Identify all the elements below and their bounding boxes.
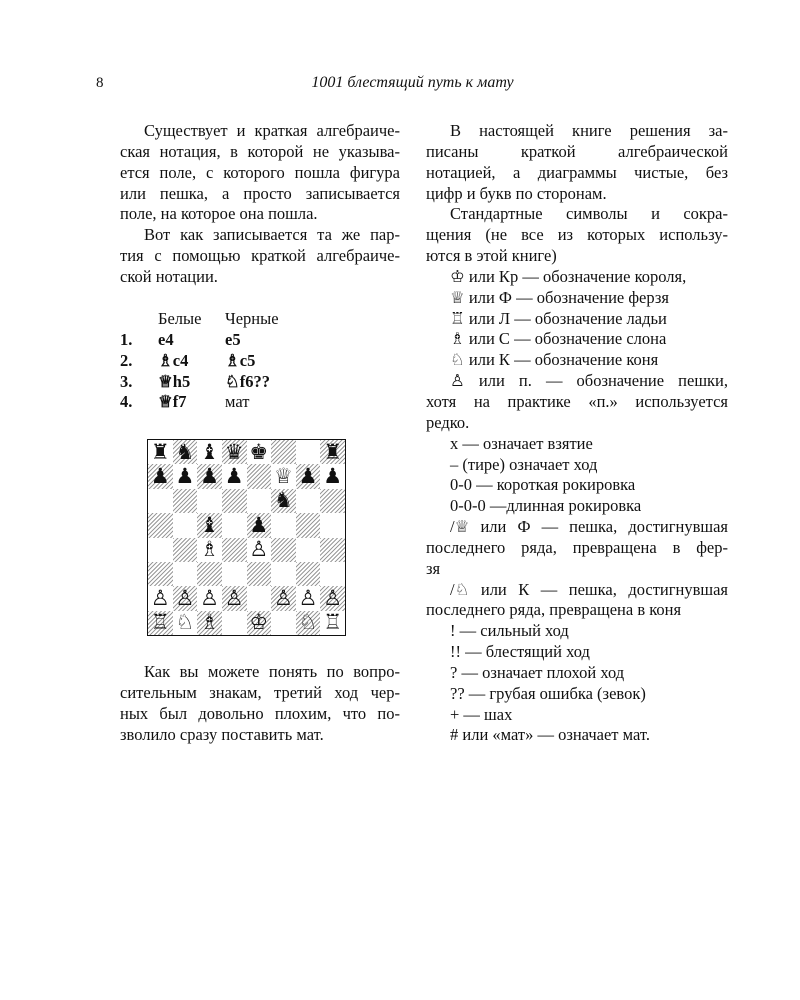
board-square xyxy=(320,562,345,586)
left-column-conclusion xyxy=(120,662,400,745)
board-square xyxy=(148,513,173,537)
text-line: # или «мат» — означает мат. xyxy=(450,725,650,745)
text-line: ♕ или Ф — обозначение ферзя xyxy=(450,287,669,307)
board-square xyxy=(296,440,321,464)
text-line: зволило сразу поставить мат. xyxy=(120,724,324,744)
text-line: ! — сильный ход xyxy=(450,621,569,641)
board-square xyxy=(197,586,222,610)
text-line: последнего ряда, превращена в фер- xyxy=(426,537,728,557)
moves-header-row xyxy=(120,309,279,330)
move-number: 3. xyxy=(120,371,133,391)
text-line: /♘ или К — пешка, достигнувшая xyxy=(450,579,728,599)
white-move: ♕f7 xyxy=(158,392,187,412)
text-line: хотя на практике «п.» используется xyxy=(426,391,728,411)
board-square xyxy=(247,538,272,562)
black-knight-icon: ♞ xyxy=(274,488,293,513)
black-move: ♗c5 xyxy=(225,350,256,370)
text-line: писаны краткой алгебраической xyxy=(426,141,728,161)
board-square xyxy=(148,464,173,488)
white-pawn-icon: ♙ xyxy=(224,585,244,610)
text-line: зя xyxy=(426,558,441,578)
text-line: ♖ или Л — обозначение ладьи xyxy=(450,308,667,328)
black-pawn-icon: ♟ xyxy=(298,464,318,489)
text-line: ?? — грубая ошибка (зевок) xyxy=(450,683,646,703)
text-line: ных был довольно плохим, что по- xyxy=(120,703,400,723)
text-line: нотацией, а диаграммы чистые, без xyxy=(426,162,728,182)
board-square xyxy=(222,440,247,464)
move-row xyxy=(120,351,279,372)
black-bishop-icon: ♝ xyxy=(200,439,219,464)
board-square xyxy=(271,611,296,635)
board-square xyxy=(271,562,296,586)
board-square xyxy=(173,538,198,562)
board-square xyxy=(320,440,345,464)
board-square xyxy=(247,489,272,513)
board-square xyxy=(271,440,296,464)
white-rook-icon: ♖ xyxy=(323,610,343,635)
board-square xyxy=(222,586,247,610)
move-row xyxy=(120,372,279,393)
board-square xyxy=(271,464,296,488)
moves-table xyxy=(120,309,279,413)
board-square xyxy=(296,513,321,537)
text-line: Существует и краткая алгебраиче- xyxy=(144,121,400,140)
text-line: Стандартные символы и сокра- xyxy=(450,204,728,224)
board-square xyxy=(271,513,296,537)
white-knight-icon: ♘ xyxy=(298,610,318,635)
text-line: – (тире) означает ход xyxy=(450,454,598,474)
text-line: Как вы можете понять по вопро- xyxy=(144,662,400,681)
white-move: ♕h5 xyxy=(158,371,191,391)
white-header: Белые xyxy=(158,309,202,328)
text-line: поле, на которое она пошла. xyxy=(120,204,318,224)
black-rook-icon: ♜ xyxy=(323,439,343,464)
white-bishop-icon: ♗ xyxy=(200,537,219,562)
text-line: ской нотации. xyxy=(120,266,218,286)
board-square xyxy=(148,440,173,464)
white-move: e4 xyxy=(158,329,174,349)
board-square xyxy=(271,586,296,610)
text-line: ♗ или С — обозначение слона xyxy=(450,329,667,349)
white-bishop-icon: ♗ xyxy=(200,610,219,635)
text-line: Вот как записывается та же пар- xyxy=(144,225,400,245)
black-pawn-icon: ♟ xyxy=(224,464,244,489)
board-square xyxy=(320,464,345,488)
board-square xyxy=(222,464,247,488)
board-square xyxy=(197,489,222,513)
board-square xyxy=(320,611,345,635)
board-square xyxy=(247,464,272,488)
move-row xyxy=(120,392,279,413)
text-line: 0-0-0 —длинная рокировка xyxy=(450,496,642,516)
black-move: ♘f6?? xyxy=(225,371,271,391)
board-square xyxy=(197,513,222,537)
board-square xyxy=(197,464,222,488)
board-square xyxy=(320,489,345,513)
board-square xyxy=(222,562,247,586)
board-square xyxy=(296,464,321,488)
text-line: ♙ или п. — обозначение пешки, xyxy=(450,371,728,391)
black-knight-icon: ♞ xyxy=(175,439,195,464)
white-pawn-icon: ♙ xyxy=(150,585,170,610)
text-line: + — шах xyxy=(450,704,513,724)
text-line: ♘ или К — обозначение коня xyxy=(450,350,659,370)
chess-diagram xyxy=(147,439,346,636)
text-line: тия с помощью краткой алгебраиче- xyxy=(120,246,400,266)
black-move: e5 xyxy=(225,329,241,349)
running-title: 1001 блестящий путь к мату xyxy=(311,74,514,91)
move-number: 2. xyxy=(120,350,133,370)
board-square xyxy=(197,611,222,635)
board-square xyxy=(148,562,173,586)
white-king-icon: ♔ xyxy=(249,610,269,635)
white-knight-icon: ♘ xyxy=(175,610,195,635)
black-pawn-icon: ♟ xyxy=(249,512,269,537)
text-line: редко. xyxy=(426,412,470,432)
text-line: или пешка, а просто записывается xyxy=(120,183,400,203)
text-line: цифр и букв по сторонам. xyxy=(426,183,607,203)
board-square xyxy=(197,562,222,586)
black-header: Черные xyxy=(225,309,279,328)
white-pawn-icon: ♙ xyxy=(249,537,269,562)
black-queen-icon: ♛ xyxy=(224,439,244,464)
board-square xyxy=(247,513,272,537)
board-square xyxy=(197,538,222,562)
board-square xyxy=(173,513,198,537)
board-square xyxy=(296,489,321,513)
board-square xyxy=(222,538,247,562)
page-number: 8 xyxy=(96,75,104,91)
board-square xyxy=(247,562,272,586)
board-square xyxy=(247,586,272,610)
black-pawn-icon: ♟ xyxy=(175,464,195,489)
right-column-text xyxy=(426,121,728,746)
move-number: 4. xyxy=(120,392,133,412)
board-square xyxy=(148,586,173,610)
board-square xyxy=(173,611,198,635)
text-line: ется поле, с которого пошла фигура xyxy=(120,162,400,182)
text-line: В настоящей книге решения за- xyxy=(450,121,728,140)
black-rook-icon: ♜ xyxy=(150,439,170,464)
board-square xyxy=(173,489,198,513)
black-bishop-icon: ♝ xyxy=(200,512,219,537)
text-line: ♔ или Кр — обозначение короля, xyxy=(450,266,687,286)
board-square xyxy=(222,611,247,635)
board-square xyxy=(173,440,198,464)
white-pawn-icon: ♙ xyxy=(274,585,293,610)
black-move: мат xyxy=(225,392,250,412)
board-square xyxy=(247,611,272,635)
board-square xyxy=(173,586,198,610)
text-line: !! — блестящий ход xyxy=(450,642,590,662)
board-square xyxy=(222,489,247,513)
move-row xyxy=(120,330,279,351)
board-square xyxy=(173,562,198,586)
board-square xyxy=(173,464,198,488)
text-line: ются в этой книге) xyxy=(426,246,557,266)
white-pawn-icon: ♙ xyxy=(298,585,318,610)
board-square xyxy=(271,489,296,513)
white-move: ♗c4 xyxy=(158,350,189,370)
board-square xyxy=(148,611,173,635)
text-line: ? — означает плохой ход xyxy=(450,662,625,682)
board-square xyxy=(296,586,321,610)
black-pawn-icon: ♟ xyxy=(323,464,343,489)
text-line: щения (не все из которых использу- xyxy=(426,225,728,245)
board-square xyxy=(197,440,222,464)
board-square xyxy=(296,611,321,635)
white-queen-icon: ♕ xyxy=(274,464,293,489)
board-square xyxy=(320,513,345,537)
board-square xyxy=(247,440,272,464)
text-line: ская нотация, в которой не указыва- xyxy=(120,141,400,161)
text-line: сительным знакам, третий ход чер- xyxy=(120,682,400,702)
board-square xyxy=(296,562,321,586)
black-king-icon: ♚ xyxy=(249,439,269,464)
board-square xyxy=(148,538,173,562)
text-line: x — означает взятие xyxy=(450,433,593,453)
board-square xyxy=(320,586,345,610)
board-square xyxy=(320,538,345,562)
text-line: /♕ или Ф — пешка, достигнувшая xyxy=(450,517,728,537)
black-pawn-icon: ♟ xyxy=(150,464,170,489)
board-square xyxy=(296,538,321,562)
text-line: 0-0 — короткая рокировка xyxy=(450,475,636,495)
move-number: 1. xyxy=(120,329,133,349)
left-column-text xyxy=(120,121,400,288)
board-square xyxy=(271,538,296,562)
white-rook-icon: ♖ xyxy=(150,610,170,635)
board-square xyxy=(148,489,173,513)
white-pawn-icon: ♙ xyxy=(200,585,219,610)
white-pawn-icon: ♙ xyxy=(323,585,343,610)
text-line: последнего ряда, превращена в коня xyxy=(426,600,682,620)
white-pawn-icon: ♙ xyxy=(175,585,195,610)
board-square xyxy=(222,513,247,537)
black-pawn-icon: ♟ xyxy=(200,464,219,489)
